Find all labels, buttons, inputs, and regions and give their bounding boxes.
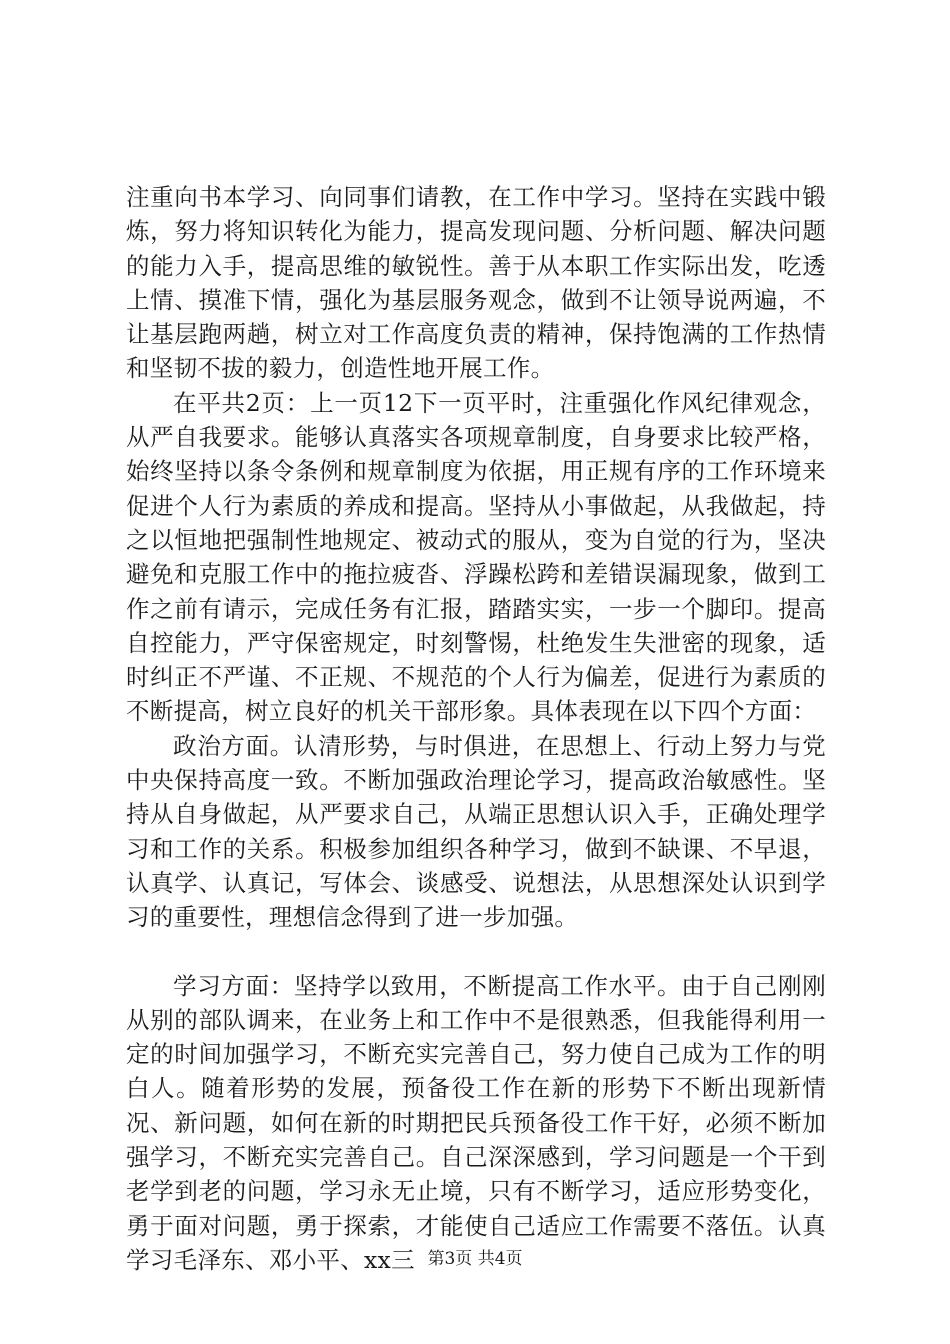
paragraph-study-methods: 注重向书本学习、向同事们请教，在工作中学习。坚持在实践中锻炼，努力将知识转化为能力，提高发现问题、分析问题、解决问题的能力入手，提高思维的敏锐性。善于从本职工作实际出发，吃透上情、摸准下情，强化为基层服务观念，做到不让领导说两遍，不让基层跑两趟，树立对工作高度负责的精神，保持饱满的工作热情和坚韧不拔的毅力，创造性地开展工作。: [126, 183, 826, 383]
paragraph-political-aspect: 政治方面。认清形势，与时俱进，在思想上、行动上努力与党中央保持高度一致。不断加强政治理论学习，提高政治敏感性。坚持从自身做起，从严要求自己，从端正思想认识入手，正确处理学习和工作的关系。积极参加组织各种学习，做到不缺课、不早退，认真学、认真记，写体会、谈感受、说想法，从思想深处认识到学习的重要性，理想信念得到了进一步加强。: [126, 731, 826, 932]
document-body: [126, 180, 826, 1277]
paragraph-learning-aspect: 学习方面：坚持学以致用，不断提高工作水平。由于自己刚刚从别的部队调来，在业务上和工作中不是很熟悉，但我能得利用一定的时间加强学习，不断充实完善自己，努力使自己成为工作的明白人。随着形势的发展，预备役工作在新的形势下不断出现新情况、新问题，如何在新的时期把民兵预备役工作干好，必须不断加强学习，不断充实完善自己。自己深深感到，学习问题是一个干到老学到老的问题，学习永无止境，只有不断学习，适应形势变化，勇于面对问题，勇于探索，才能使自己适应工作需要不落伍。认真学习毛泽东、邓小平、xx三: [126, 971, 826, 1274]
page-number-footer: 第3页 共4页: [427, 1249, 523, 1269]
paragraph-work-discipline: 在平共2页：上一页12下一页平时，注重强化作风纪律观念，从严自我要求。能够认真落实各项规章制度，自身要求比较严格，始终坚持以条令条例和规章制度为依据，用正规有序的工作环境来促进个人行为素质的养成和提高。坚持从小事做起，从我做起，持之以恒地把强制性地规定、被动式的服从，变为自觉的行为，坚决避免和克服工作中的拖拉疲沓、浮躁松跨和差错误漏现象，做到工作之前有请示，完成任务有汇报，踏踏实实，一步一个脚印。提高自控能力，严守保密规定，时刻警惕，杜绝发生失泄密的现象，适时纠正不严谨、不正规、不规范的个人行为偏差，促进行为素质的不断提高，树立良好的机关干部形象。具体表现在以下四个方面：: [126, 388, 826, 726]
